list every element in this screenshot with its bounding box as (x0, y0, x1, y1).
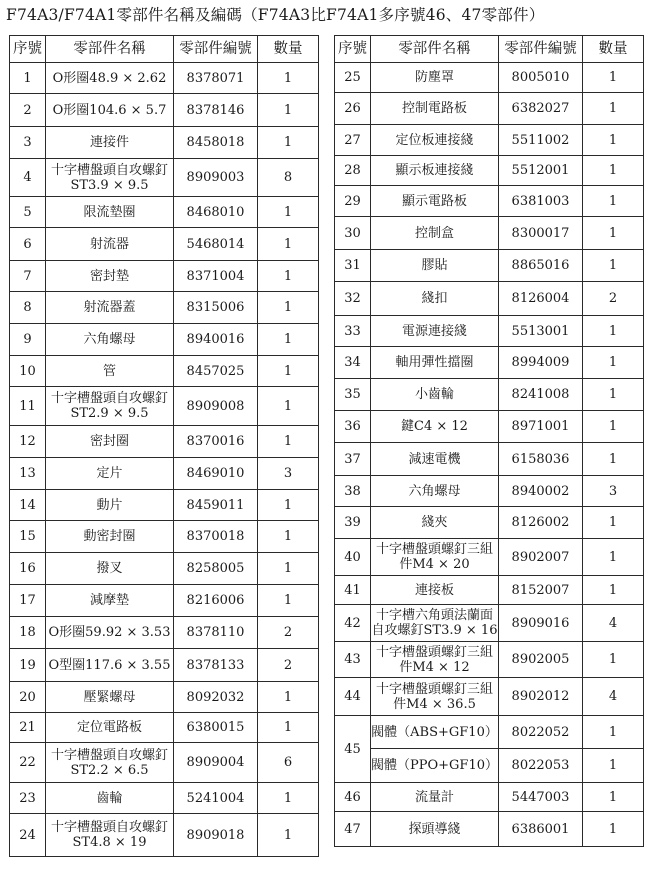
cell-part-code: 6380015 (174, 713, 258, 743)
cell-quantity: 1 (258, 197, 319, 228)
table-row (10, 94, 319, 127)
cell-part-name: 綫夾 (371, 507, 499, 539)
cell-part-code: 8468010 (174, 197, 258, 228)
cell-quantity: 1 (258, 324, 319, 356)
header-row (10, 36, 319, 63)
table-row (335, 217, 644, 250)
cell-seq: 41 (335, 576, 371, 605)
table-row (10, 814, 319, 857)
table-row (10, 197, 319, 228)
cell-quantity: 1 (258, 356, 319, 387)
cell-quantity: 1 (258, 713, 319, 743)
cell-seq: 45 (335, 716, 371, 783)
table-row (10, 585, 319, 617)
cell-part-name: 防塵罩 (371, 63, 499, 93)
cell-seq: 30 (335, 217, 371, 250)
cell-seq: 44 (335, 678, 371, 716)
cell-part-code: 5513001 (499, 316, 583, 347)
cell-quantity: 1 (583, 156, 644, 186)
cell-seq: 31 (335, 250, 371, 282)
cell-quantity: 1 (583, 576, 644, 605)
cell-part-name: 顯示電路板 (371, 186, 499, 217)
cell-seq: 11 (10, 387, 46, 426)
cell-part-code: 8378071 (174, 63, 258, 94)
cell-part-name: 定片 (46, 458, 174, 490)
cell-part-code: 8457025 (174, 356, 258, 387)
cell-seq: 6 (10, 228, 46, 261)
cell-quantity: 1 (583, 642, 644, 678)
cell-part-name: 壓緊螺母 (46, 682, 174, 713)
cell-seq: 21 (10, 713, 46, 743)
cell-quantity: 1 (583, 716, 644, 749)
cell-quantity: 1 (583, 812, 644, 847)
cell-seq: 42 (335, 605, 371, 642)
cell-part-name: 十字槽盤頭自攻螺釘ST3.9 × 9.5 (46, 159, 174, 197)
cell-seq: 47 (335, 812, 371, 847)
cell-seq: 32 (335, 282, 371, 316)
cell-quantity: 6 (258, 743, 319, 783)
header-code: 零部件編號 (499, 36, 583, 63)
cell-quantity: 1 (583, 93, 644, 125)
cell-quantity: 1 (258, 682, 319, 713)
header-seq: 序號 (10, 36, 46, 63)
cell-quantity: 1 (258, 261, 319, 292)
header-name: 零部件名稱 (46, 36, 174, 63)
cell-part-code: 8902007 (499, 539, 583, 576)
cell-quantity: 1 (258, 228, 319, 261)
cell-seq: 34 (335, 347, 371, 379)
cell-part-code: 8940002 (499, 476, 583, 507)
cell-seq: 22 (10, 743, 46, 783)
table-row (335, 63, 644, 93)
table-row (10, 387, 319, 426)
cell-seq: 40 (335, 539, 371, 576)
cell-seq: 17 (10, 585, 46, 617)
cell-quantity: 1 (258, 387, 319, 426)
cell-part-name: 膠貼 (371, 250, 499, 282)
table-row (335, 379, 644, 411)
cell-seq: 26 (335, 93, 371, 125)
cell-seq: 1 (10, 63, 46, 94)
cell-quantity: 1 (258, 553, 319, 585)
cell-seq: 3 (10, 127, 46, 159)
cell-part-name: 減速電機 (371, 443, 499, 476)
cell-part-code: 8300017 (499, 217, 583, 250)
cell-quantity: 1 (583, 411, 644, 443)
cell-part-code: 8315006 (174, 292, 258, 324)
cell-part-code: 8005010 (499, 63, 583, 93)
cell-part-name: 六角螺母 (371, 476, 499, 507)
cell-quantity: 1 (258, 127, 319, 159)
table-row (335, 316, 644, 347)
table-row (10, 649, 319, 682)
cell-part-code: 8126002 (499, 507, 583, 539)
header-qty: 數量 (258, 36, 319, 63)
cell-part-name: 探頭導綫 (371, 812, 499, 847)
cell-part-name: 十字槽盤頭螺釘三組件M4 × 12 (371, 642, 499, 678)
cell-seq: 9 (10, 324, 46, 356)
cell-part-code: 8909018 (174, 814, 258, 857)
cell-quantity: 1 (258, 490, 319, 521)
cell-quantity: 1 (258, 814, 319, 857)
cell-part-code: 8022052 (499, 716, 583, 749)
header-row (335, 36, 644, 63)
cell-seq: 20 (10, 682, 46, 713)
cell-part-code: 8458018 (174, 127, 258, 159)
cell-part-name: 密封墊 (46, 261, 174, 292)
parts-table-left (9, 35, 319, 857)
table-row (10, 783, 319, 814)
cell-part-code: 6381003 (499, 186, 583, 217)
cell-part-code: 8152007 (499, 576, 583, 605)
cell-part-name: O型圈117.6 × 3.55 (46, 649, 174, 682)
table-row (335, 605, 644, 642)
cell-part-code: 8022053 (499, 749, 583, 783)
cell-seq: 46 (335, 783, 371, 812)
cell-quantity: 2 (258, 649, 319, 682)
cell-seq: 16 (10, 553, 46, 585)
cell-part-name: 動片 (46, 490, 174, 521)
table-row (335, 678, 644, 716)
cell-part-code: 8258005 (174, 553, 258, 585)
cell-seq: 29 (335, 186, 371, 217)
cell-quantity: 1 (583, 186, 644, 217)
cell-part-code: 8469010 (174, 458, 258, 490)
cell-seq: 27 (335, 125, 371, 156)
cell-quantity: 1 (583, 217, 644, 250)
table-row (335, 507, 644, 539)
cell-quantity: 1 (583, 443, 644, 476)
cell-seq: 10 (10, 356, 46, 387)
table-row (335, 476, 644, 507)
table-row (335, 576, 644, 605)
cell-part-name: 控制盒 (371, 217, 499, 250)
cell-part-code: 8378146 (174, 94, 258, 127)
cell-seq: 7 (10, 261, 46, 292)
cell-part-code: 6386001 (499, 812, 583, 847)
cell-part-name: 十字槽六角頭法蘭面自攻螺釘ST3.9 × 16 (371, 605, 499, 642)
cell-part-name: 流量計 (371, 783, 499, 812)
cell-seq: 36 (335, 411, 371, 443)
cell-part-code: 8370016 (174, 426, 258, 458)
cell-seq: 37 (335, 443, 371, 476)
cell-quantity: 1 (258, 521, 319, 553)
cell-part-name: O形圈104.6 × 5.7 (46, 94, 174, 127)
cell-quantity: 8 (258, 159, 319, 197)
cell-part-code: 8092032 (174, 682, 258, 713)
page-title: F74A3/F74A1零部件名稱及編碼（F74A3比F74A1多序號46、47零部件） (6, 6, 545, 24)
cell-quantity: 1 (258, 426, 319, 458)
cell-part-name: 閥體（PPO+GF10） (371, 749, 499, 783)
cell-quantity: 2 (258, 617, 319, 649)
table-row (335, 539, 644, 576)
table-row (10, 743, 319, 783)
cell-seq: 13 (10, 458, 46, 490)
cell-part-code: 8909004 (174, 743, 258, 783)
cell-part-name: 控制電路板 (371, 93, 499, 125)
header-qty: 數量 (583, 36, 644, 63)
cell-part-name: 十字槽盤頭螺釘三組件M4 × 36.5 (371, 678, 499, 716)
table-row (10, 292, 319, 324)
cell-seq: 23 (10, 783, 46, 814)
cell-part-name: 限流墊圈 (46, 197, 174, 228)
cell-part-name: 電源連接綫 (371, 316, 499, 347)
cell-seq: 8 (10, 292, 46, 324)
cell-quantity: 1 (583, 783, 644, 812)
table-row (10, 426, 319, 458)
cell-part-code: 8216006 (174, 585, 258, 617)
cell-part-name: 定位板連接綫 (371, 125, 499, 156)
cell-part-code: 5447003 (499, 783, 583, 812)
table-row (10, 682, 319, 713)
cell-quantity: 1 (583, 749, 644, 783)
cell-quantity: 1 (583, 63, 644, 93)
cell-seq: 19 (10, 649, 46, 682)
table-row (10, 713, 319, 743)
cell-part-name: 連接件 (46, 127, 174, 159)
cell-part-name: 動密封圈 (46, 521, 174, 553)
cell-quantity: 1 (258, 292, 319, 324)
table-row (10, 521, 319, 553)
cell-part-name: 減摩墊 (46, 585, 174, 617)
cell-seq: 18 (10, 617, 46, 649)
table-row (10, 458, 319, 490)
table-row (335, 783, 644, 812)
cell-quantity: 1 (583, 316, 644, 347)
cell-quantity: 1 (583, 539, 644, 576)
cell-part-name: 十字槽盤頭自攻螺釘ST2.2 × 6.5 (46, 743, 174, 783)
cell-part-name: 十字槽盤頭自攻螺釘ST4.8 × 19 (46, 814, 174, 857)
cell-seq: 5 (10, 197, 46, 228)
cell-quantity: 1 (583, 347, 644, 379)
cell-seq: 14 (10, 490, 46, 521)
cell-part-name: 齒輪 (46, 783, 174, 814)
cell-part-name: 撥叉 (46, 553, 174, 585)
cell-quantity: 3 (583, 476, 644, 507)
cell-seq: 24 (10, 814, 46, 857)
table-row (335, 812, 644, 847)
table-row (335, 443, 644, 476)
cell-part-code: 8909008 (174, 387, 258, 426)
cell-quantity: 1 (258, 63, 319, 94)
cell-part-code: 8940016 (174, 324, 258, 356)
header-code: 零部件編號 (174, 36, 258, 63)
cell-part-code: 5511002 (499, 125, 583, 156)
cell-part-name: 鍵C4 × 12 (371, 411, 499, 443)
cell-part-name: 六角螺母 (46, 324, 174, 356)
cell-quantity: 1 (583, 379, 644, 411)
table-row (335, 156, 644, 186)
cell-part-code: 8902005 (499, 642, 583, 678)
cell-part-name: 定位電路板 (46, 713, 174, 743)
cell-seq: 35 (335, 379, 371, 411)
table-row (335, 411, 644, 443)
cell-seq: 12 (10, 426, 46, 458)
table-row (10, 617, 319, 649)
cell-part-code: 5468014 (174, 228, 258, 261)
cell-part-code: 8241008 (499, 379, 583, 411)
cell-part-name: O形圈59.92 × 3.53 (46, 617, 174, 649)
table-row (10, 261, 319, 292)
table-row (335, 186, 644, 217)
table-row (10, 324, 319, 356)
cell-seq: 39 (335, 507, 371, 539)
cell-part-name: 閥體（ABS+GF10） (371, 716, 499, 749)
cell-part-name: 射流器 (46, 228, 174, 261)
cell-part-name: 十字槽盤頭自攻螺釘ST2.9 × 9.5 (46, 387, 174, 426)
cell-quantity: 1 (258, 94, 319, 127)
cell-seq: 4 (10, 159, 46, 197)
table-row (10, 63, 319, 94)
cell-part-name: 連接板 (371, 576, 499, 605)
cell-quantity: 4 (583, 678, 644, 716)
cell-seq: 38 (335, 476, 371, 507)
cell-quantity: 1 (583, 125, 644, 156)
cell-part-name: 密封圈 (46, 426, 174, 458)
table-row (10, 159, 319, 197)
cell-part-code: 8994009 (499, 347, 583, 379)
cell-part-code: 5241004 (174, 783, 258, 814)
cell-part-name: 小齒輪 (371, 379, 499, 411)
table-row (335, 282, 644, 316)
header-seq: 序號 (335, 36, 371, 63)
cell-part-code: 8971001 (499, 411, 583, 443)
cell-quantity: 3 (258, 458, 319, 490)
cell-quantity: 4 (583, 605, 644, 642)
cell-part-code: 8378133 (174, 649, 258, 682)
header-name: 零部件名稱 (371, 36, 499, 63)
table-row (335, 347, 644, 379)
table-row (335, 93, 644, 125)
cell-seq: 2 (10, 94, 46, 127)
cell-part-code: 8902012 (499, 678, 583, 716)
table-row (10, 490, 319, 521)
cell-quantity: 2 (583, 282, 644, 316)
cell-quantity: 1 (258, 783, 319, 814)
cell-quantity: 1 (583, 507, 644, 539)
cell-seq: 15 (10, 521, 46, 553)
cell-part-code: 8378110 (174, 617, 258, 649)
cell-part-code: 8909003 (174, 159, 258, 197)
cell-part-name: 十字槽盤頭螺釘三組件M4 × 20 (371, 539, 499, 576)
cell-seq: 25 (335, 63, 371, 93)
cell-part-name: 管 (46, 356, 174, 387)
table-row (335, 642, 644, 678)
cell-part-name: O形圈48.9 × 2.62 (46, 63, 174, 94)
cell-seq: 28 (335, 156, 371, 186)
cell-seq: 43 (335, 642, 371, 678)
parts-table-right (334, 35, 644, 847)
cell-part-name: 綫扣 (371, 282, 499, 316)
cell-part-code: 8126004 (499, 282, 583, 316)
table-row (10, 356, 319, 387)
cell-part-code: 8370018 (174, 521, 258, 553)
cell-part-code: 8909016 (499, 605, 583, 642)
table-row (335, 125, 644, 156)
cell-part-code: 6158036 (499, 443, 583, 476)
cell-part-name: 顯示板連接綫 (371, 156, 499, 186)
table-row (335, 749, 644, 783)
cell-part-code: 8459011 (174, 490, 258, 521)
cell-part-code: 5512001 (499, 156, 583, 186)
table-row (10, 127, 319, 159)
cell-part-name: 軸用彈性擋圈 (371, 347, 499, 379)
table-row (10, 228, 319, 261)
cell-part-name: 射流器蓋 (46, 292, 174, 324)
cell-quantity: 1 (583, 250, 644, 282)
table-row (10, 553, 319, 585)
cell-part-code: 8371004 (174, 261, 258, 292)
table-row (335, 250, 644, 282)
cell-seq: 33 (335, 316, 371, 347)
cell-part-code: 6382027 (499, 93, 583, 125)
cell-part-code: 8865016 (499, 250, 583, 282)
table-row (335, 716, 644, 749)
cell-quantity: 1 (258, 585, 319, 617)
